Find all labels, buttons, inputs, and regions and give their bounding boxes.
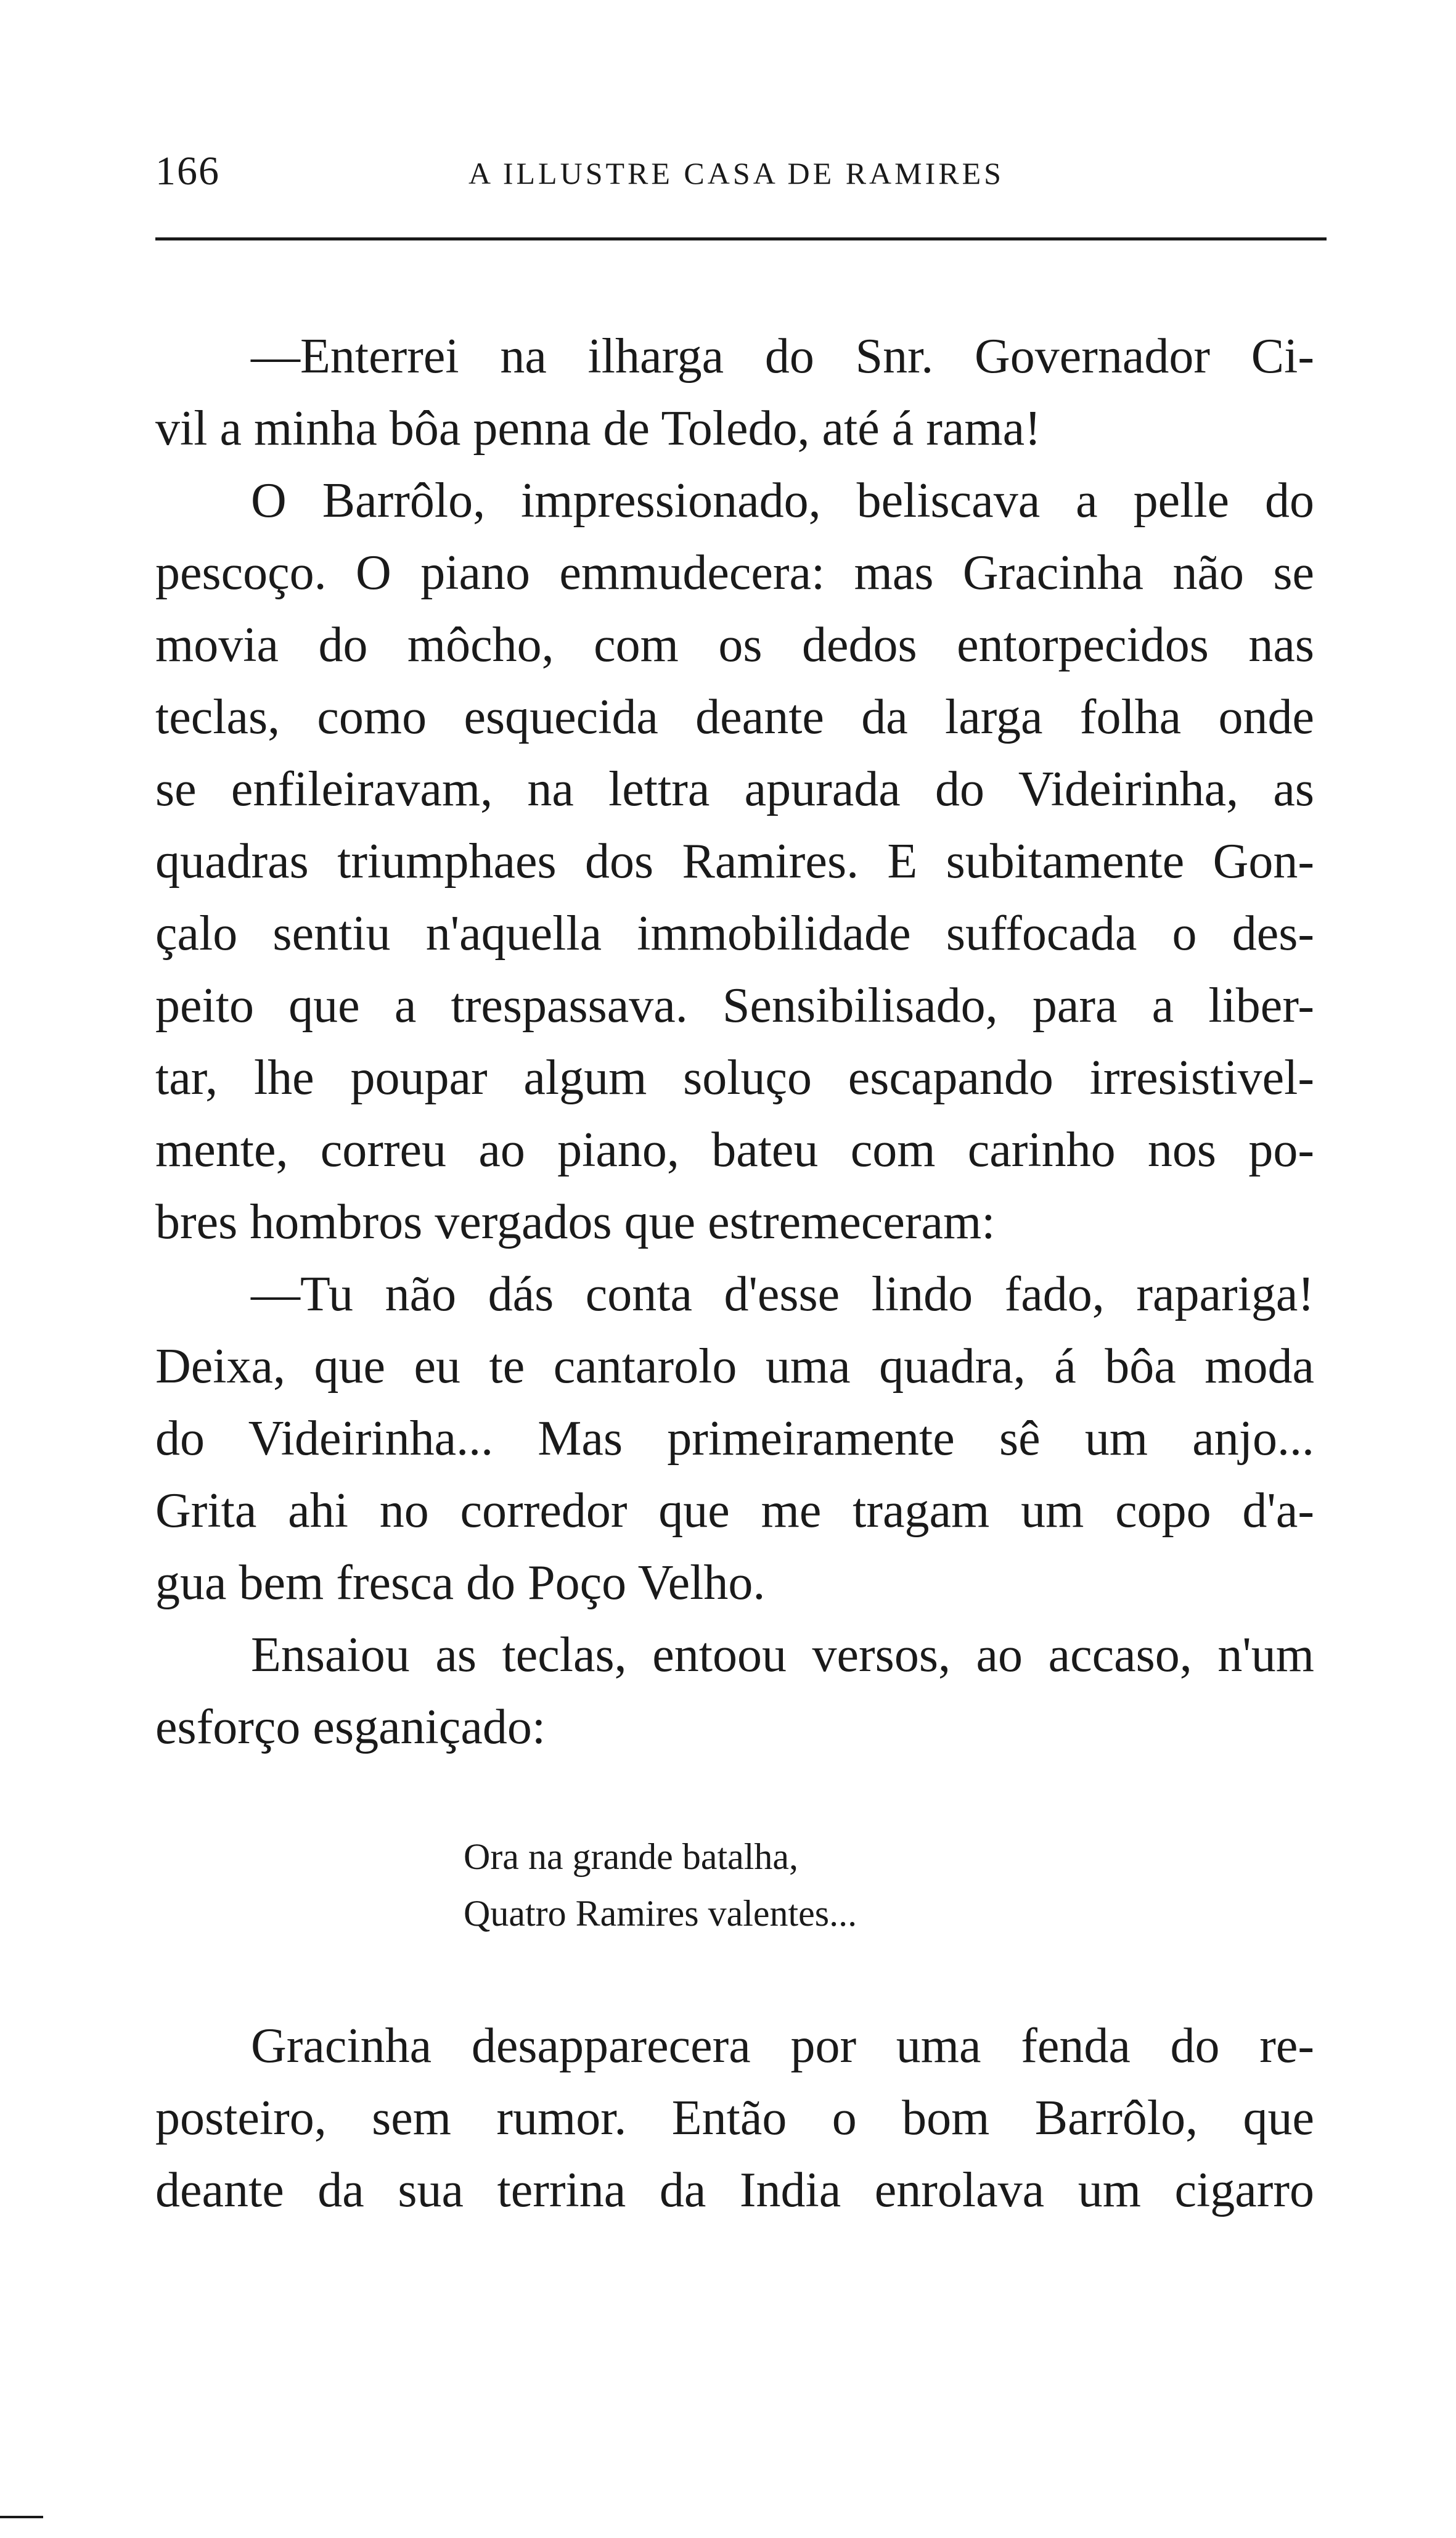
- text-line: çalo sentiu n'aquella immobilidade suffocada o des-: [155, 906, 1314, 961]
- scan-edge-mark: [0, 2516, 43, 2518]
- text-line: bres hombros vergados que estremeceram:: [155, 1195, 996, 1249]
- text-line: gua bem fresca do Poço Velho.: [155, 1556, 766, 1610]
- text-line: pescoço. O piano emmudecera: mas Gracinha não se: [155, 546, 1314, 600]
- text-line: se enfileiravam, na lettra apurada do Videirinha, as: [155, 762, 1314, 816]
- text-line: Grita ahi no corredor que me tragam um copo d'a-: [155, 1484, 1314, 1538]
- text-line: Gracinha desapparecera por uma fenda do re-: [251, 2019, 1314, 2073]
- text-line: Ensaiou as teclas, entoou versos, ao accaso, n'um: [251, 1628, 1314, 1682]
- text-line: do Videirinha... Mas primeiramente sê um anjo...: [155, 1411, 1314, 1466]
- verse-line: Ora na grande batalha,: [464, 1836, 799, 1877]
- body-text: [155, 321, 1314, 1764]
- text-line: quadras triumphaes dos Ramires. E subitamente Gon-: [155, 834, 1314, 889]
- text-line: movia do môcho, com os dedos entorpecidos nas: [155, 618, 1314, 672]
- running-head: [155, 148, 1327, 203]
- text-line: tar, lhe poupar algum soluço escapando irresistivel-: [155, 1051, 1314, 1105]
- text-line: Deixa, que eu te cantarolo uma quadra, á bôa moda: [155, 1339, 1314, 1394]
- verse-line: Quatro Ramires valentes...: [464, 1893, 857, 1934]
- text-line: deante da sua terrina da India enrolava um cigarro: [155, 2163, 1314, 2217]
- text-line: vil a minha bôa penna de Toledo, até á rama!: [155, 401, 1041, 456]
- text-line: mente, correu ao piano, bateu com carinho nos po-: [155, 1123, 1314, 1177]
- text-line: peito que a trespassava. Sensibilisado, para a liber-: [155, 979, 1314, 1033]
- page-number: 166: [155, 149, 220, 194]
- text-line: O Barrôlo, impressionado, beliscava a pelle do: [251, 474, 1314, 528]
- text-line: —Tu não dás conta d'esse lindo fado, rapariga!: [251, 1267, 1314, 1321]
- text-line: esforço esganiçado:: [155, 1700, 546, 1754]
- running-title: A ILLUSTRE CASA DE RAMIRES: [468, 156, 1004, 191]
- text-line: teclas, como esquecida deante da larga folha onde: [155, 690, 1314, 744]
- text-line: —Enterrei na ilharga do Snr. Governador Ci-: [251, 329, 1314, 384]
- verse-quote: [464, 1828, 1203, 1942]
- text-line: posteiro, sem rumor. Então o bom Barrôlo, que: [155, 2091, 1314, 2145]
- body-text-continued: [155, 2010, 1314, 2227]
- header-rule: [155, 237, 1327, 240]
